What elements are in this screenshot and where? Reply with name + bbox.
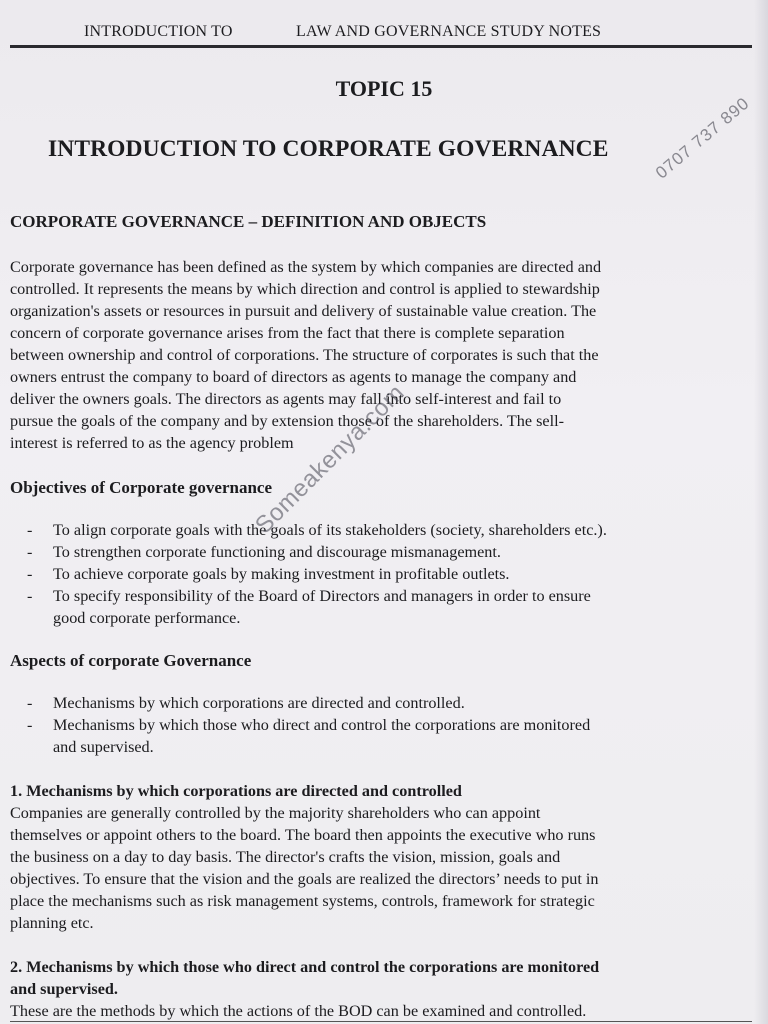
mechanism1-heading: 1. Mechanisms by which corporations are directed and controlled [10,782,462,800]
list-item: - To achieve corporate goals by making investment in profitable outlets. [10,563,750,585]
aspects-heading: Aspects of corporate Governance [10,651,252,670]
page-title: INTRODUCTION TO CORPORATE GOVERNANCE [48,136,609,162]
paragraph-line: place the mechanisms such as risk management systems, controls, framework for strategic [10,892,595,910]
list-item-text: Mechanisms by which corporations are directed and controlled. [53,694,465,712]
list-item: - Mechanisms by which those who direct and control the corporations are monitored and supervised. [10,714,750,758]
paragraph-line: the business on a day to day basis. The director's crafts the vision, mission, goals and [10,848,561,866]
mechanism2-heading-line: and supervised. [10,980,118,998]
mechanism2-heading-line: 2. Mechanisms by which those who direct and control the corporations are monitored [10,958,600,976]
footer-divider [10,1021,752,1022]
list-item-text: To align corporate goals with the goals of its stakeholders (society, shareholders etc.). [53,521,607,539]
running-header [10,22,752,46]
paragraph-line: themselves or appoint others to the board. The board then appoints the executive who runs [10,826,596,844]
list-item: - Mechanisms by which corporations are directed and controlled. [10,692,750,714]
paragraph-line: Companies are generally controlled by the majority shareholders who can appoint [10,804,541,822]
paragraph-line: pursue the goals of the company and by extension those of the shareholders. The sell- [10,412,564,430]
topic-number: TOPIC 15 [335,76,433,101]
paragraph-line: concern of corporate governance arises from the fact that there is complete separation [10,324,565,342]
objectives-heading: Objectives of Corporate governance [10,478,273,497]
paragraph-line: planning etc. [10,914,94,932]
objectives-list [10,519,750,629]
watermark-phone: 0707 737 890 [652,93,754,183]
mechanism2-section [10,956,750,1022]
list-item: - To specify responsibility of the Board of Directors and managers in order to ensure good corporate performance. [10,585,750,629]
paragraph-line: objectives. To ensure that the vision and the goals are realized the directors’ needs to put in [10,870,599,888]
paragraph-line: controlled. It represents the means by which direction and control is applied to stewardship [10,280,600,298]
paragraph-line: Corporate governance has been defined as the system by which companies are directed and [10,258,602,276]
paragraph-line: owners entrust the company to board of directors as agents to manage the company and [10,368,577,386]
page-edge-shadow [754,0,768,1024]
list-item-text: Mechanisms by which those who direct and control the corporations are monitored [53,716,591,734]
section-heading-definition: CORPORATE GOVERNANCE – DEFINITION AND OBJECTS [10,212,487,231]
watermark: Someakenya.com [250,379,410,540]
paragraph-line: between ownership and control of corporations. The structure of corporates is such that the [10,346,599,364]
mechanism1-section [10,780,750,934]
list-item: - To align corporate goals with the goals of its stakeholders (society, shareholders etc.). [10,519,750,541]
header-right: LAW AND GOVERNANCE STUDY NOTES [296,23,602,40]
list-item-text: good corporate performance. [53,609,241,627]
aspects-list [10,692,750,758]
paragraph-line: interest is referred to as the agency problem [10,434,294,452]
header-divider [10,45,752,48]
list-item-text: To achieve corporate goals by making investment in profitable outlets. [53,565,510,583]
list-item-text: To strengthen corporate functioning and discourage mismanagement. [53,543,501,561]
list-item: - To strengthen corporate functioning and discourage mismanagement. [10,541,750,563]
paragraph-line: These are the methods by which the actions of the BOD can be examined and controlled. [10,1002,587,1020]
paragraph-line: deliver the owners goals. The directors as agents may fall into self-interest and fail to [10,390,562,408]
list-item-text: and supervised. [53,738,154,756]
list-item-text: To specify responsibility of the Board of Directors and managers in order to ensure [53,587,591,605]
header-left: INTRODUCTION TO [84,23,233,40]
paragraph-line: organization's assets or resources in pursuit and delivery of sustainable value creation. The [10,302,597,320]
